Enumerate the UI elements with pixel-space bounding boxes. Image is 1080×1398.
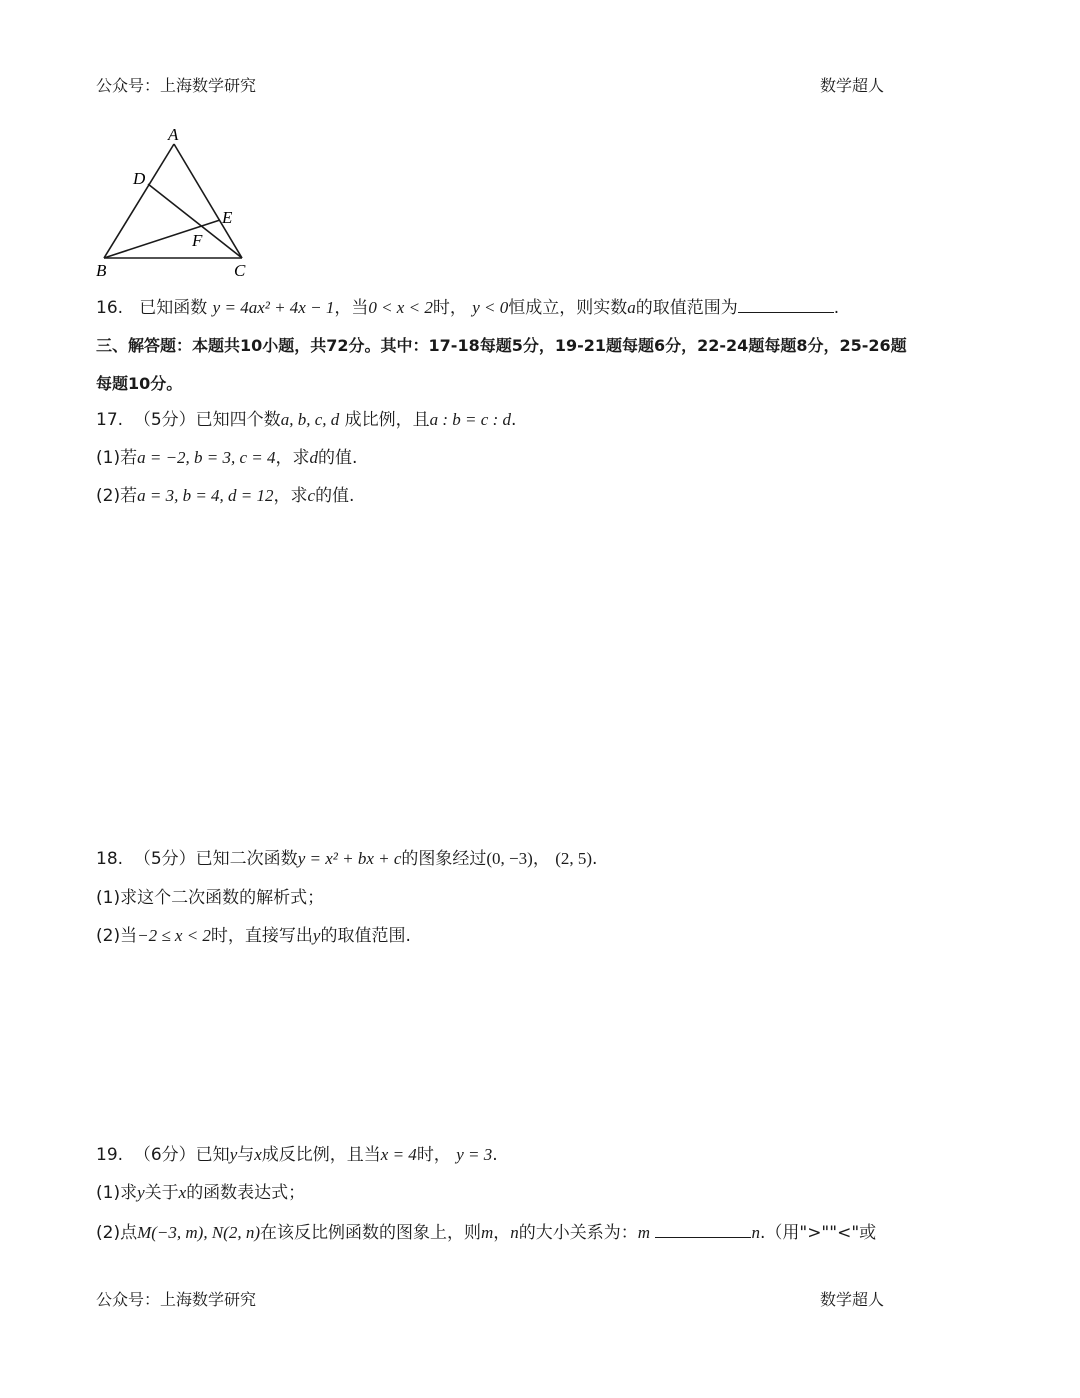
header-left: 公众号：上海数学研究: [96, 76, 257, 95]
q19-formula-y: y = 3: [456, 1145, 493, 1164]
q17-p1-end: 的值.: [318, 448, 358, 468]
question-number: 17.: [96, 410, 124, 430]
label-e: E: [222, 208, 233, 227]
q18-p2-formula: −2 ≤ x < 2: [137, 926, 211, 945]
q16-variable-a: a: [627, 298, 636, 317]
q18-text-2: 的图象经过: [401, 849, 487, 869]
question-18: [96, 847, 597, 871]
q18-p2-middle: 时，直接写出: [210, 926, 313, 946]
q16-text-3: 时，: [432, 298, 467, 318]
q19-text-5: .: [492, 1145, 498, 1165]
q18-p2-prefix: (2)当: [96, 926, 138, 946]
q18-p2-end: 的取值范围.: [320, 926, 411, 946]
question-number: 16.: [96, 298, 124, 318]
q17-p1-formula: a = −2, b = 3, c = 4: [137, 448, 276, 467]
q17-p2-middle: ，求: [273, 486, 308, 506]
triangle-figure: [92, 122, 262, 284]
segment-be: [104, 220, 220, 258]
q16-text-2: ，当: [334, 298, 369, 318]
q17-p1-prefix: (1)若: [96, 448, 138, 468]
q18-point-1: (0, −3): [486, 849, 533, 868]
question-17-part-2: [96, 484, 354, 508]
q18-text-1: （5分）已知二次函数: [133, 849, 298, 869]
label-c: C: [234, 261, 246, 280]
question-19: [96, 1143, 498, 1167]
q16-formula-function: y = 4ax² + 4x − 1: [212, 298, 335, 317]
q17-text-1: （5分）已知四个数: [133, 410, 281, 430]
question-17-part-1: [96, 446, 357, 470]
q16-text-6: .: [833, 298, 840, 318]
q16-text-1: 已知函数: [139, 298, 208, 318]
question-17: [96, 408, 516, 432]
q19-p2-text-3: 的大小关系为：: [518, 1223, 638, 1243]
answer-blank: [738, 294, 834, 313]
q19-text-3: 成反比例，且当: [261, 1145, 381, 1165]
answer-blank: [655, 1219, 751, 1238]
side-ab: [104, 144, 174, 258]
q19-p2-text-1: 在该反比例函数的图象上，则: [260, 1223, 481, 1243]
q17-p2-formula: a = 3, b = 4, d = 12: [137, 486, 274, 505]
q16-formula-domain: 0 < x < 2: [368, 298, 433, 317]
question-18-part-2: [96, 924, 411, 948]
q18-p2-variable: y: [312, 926, 321, 945]
q19-text-1: （6分）已知: [133, 1145, 230, 1165]
q19-variable-x: x: [254, 1145, 262, 1164]
q16-text-4: 恒成立，则实数: [508, 298, 628, 318]
q19-p2-text-4: .（用">""<"或: [759, 1223, 877, 1243]
q19-p1-variable-x: x: [178, 1183, 187, 1202]
question-number: 19.: [96, 1145, 124, 1165]
q19-variable-y: y: [229, 1145, 238, 1164]
q19-p2-text-2: ，: [493, 1223, 511, 1243]
q17-p1-variable: d: [309, 448, 319, 467]
q19-p1-end: 的函数表达式；: [186, 1183, 306, 1203]
q18-text-3: ，: [532, 849, 550, 869]
q19-p2-prefix: (2)点: [96, 1223, 138, 1243]
q18-point-2: (2, 5): [555, 849, 593, 868]
q17-formula-variables: a, b, c, d: [280, 410, 340, 429]
section-heading: 三、解答题：本题共10小题，共72分。其中：17-18每题5分，19-21题每题6分，22-24题每题8分，25-26题: [96, 336, 907, 355]
question-19-part-2: [96, 1219, 876, 1245]
q17-p2-prefix: (2)若: [96, 486, 138, 506]
q19-p2-points: M(−3, m), N(2, n): [137, 1223, 260, 1242]
q19-p1-variable-y: y: [137, 1183, 145, 1202]
q17-formula-ratio: a : b = c : d: [429, 410, 511, 429]
q19-p2-variable-n: n: [510, 1223, 519, 1242]
q19-p1-middle: 关于: [144, 1183, 179, 1203]
q19-p2-variable-m: m: [481, 1223, 494, 1242]
question-19-part-1: [96, 1181, 305, 1205]
q17-p2-variable: c: [307, 486, 316, 505]
section-heading-continued: 每题10分。: [96, 374, 183, 393]
q19-p2-answer-m: m: [637, 1223, 651, 1242]
q17-text-2: 成比例，且: [344, 410, 430, 430]
label-a: A: [168, 125, 179, 144]
q19-formula-x: x = 4: [380, 1145, 417, 1164]
question-16: [96, 294, 839, 320]
side-ac: [174, 144, 242, 258]
label-f: F: [192, 231, 203, 250]
question-18-part-1: (1)求这个二次函数的解析式；: [96, 888, 325, 908]
footer-left: 公众号：上海数学研究: [96, 1290, 257, 1309]
label-b: B: [96, 261, 107, 280]
footer-right: 数学超人: [820, 1290, 885, 1309]
q19-p1-prefix: (1)求: [96, 1183, 138, 1203]
q16-text-5: 的取值范围为: [635, 298, 738, 318]
q17-p1-middle: ，求: [275, 448, 310, 468]
q17-text-3: .: [510, 410, 517, 430]
label-d: D: [133, 169, 146, 188]
q19-text-4: 时，: [416, 1145, 451, 1165]
q18-text-4: .: [592, 849, 598, 869]
q19-text-2: 与: [237, 1145, 255, 1165]
q19-p2-answer-n: n: [751, 1223, 760, 1242]
header-right: 数学超人: [820, 76, 885, 95]
q16-formula-condition: y < 0: [472, 298, 509, 317]
q18-formula-function: y = x² + bx + c: [297, 849, 402, 868]
q17-p2-end: 的值.: [315, 486, 355, 506]
question-number: 18.: [96, 849, 124, 869]
